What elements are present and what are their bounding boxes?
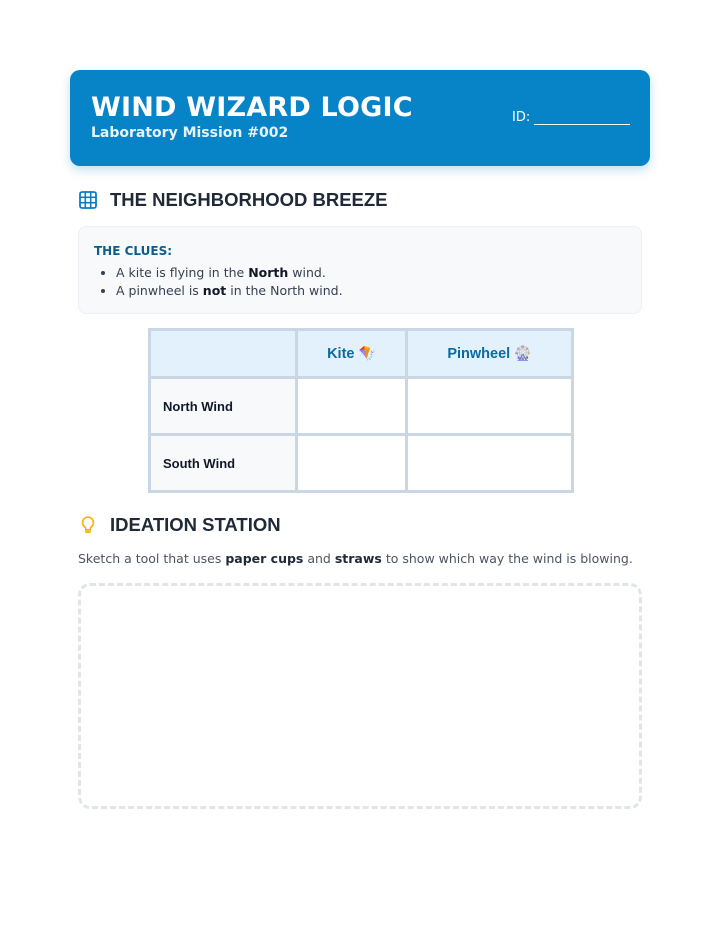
clues-title: THE CLUES: xyxy=(94,244,173,258)
grid-answer-cell[interactable] xyxy=(297,435,407,492)
grid-icon xyxy=(78,190,98,210)
mission-subtitle: Laboratory Mission #002 xyxy=(91,125,289,141)
grid-column-header: Pinwheel 🎡 xyxy=(407,330,573,378)
clue-item: • A kite is flying in the North wind. xyxy=(116,264,343,282)
grid-answer-cell[interactable] xyxy=(297,378,407,435)
worksheet-title: WIND WIZARD LOGIC xyxy=(91,92,413,123)
id-label: ID: xyxy=(512,110,531,125)
id-field[interactable] xyxy=(512,110,630,125)
mission-header xyxy=(70,70,650,166)
clues-box xyxy=(78,226,642,314)
section-neighborhood-breeze-heading xyxy=(78,189,388,211)
lightbulb-icon xyxy=(78,515,98,535)
section-ideation-station-heading xyxy=(78,514,281,536)
logic-grid xyxy=(148,328,574,493)
grid-answer-cell[interactable] xyxy=(407,378,573,435)
pinwheel-icon: 🎡 xyxy=(514,345,532,361)
grid-row-header: South Wind xyxy=(150,435,297,492)
grid-corner-cell xyxy=(150,330,297,378)
grid-row-header: North Wind xyxy=(150,378,297,435)
clues-list xyxy=(116,264,343,300)
grid-column-header: Kite 🪁 xyxy=(297,330,407,378)
grid-answer-cell[interactable] xyxy=(407,435,573,492)
sketch-area[interactable] xyxy=(78,583,642,809)
id-blank-line[interactable] xyxy=(534,112,630,125)
sketch-prompt: Sketch a tool that uses paper cups and straws to show which way the wind is blowing. xyxy=(78,551,633,566)
kite-icon: 🪁 xyxy=(358,345,376,361)
clue-item: • A pinwheel is not in the North wind. xyxy=(116,282,343,300)
section-title: IDEATION STATION xyxy=(110,514,281,535)
section-title: THE NEIGHBORHOOD BREEZE xyxy=(110,189,388,210)
